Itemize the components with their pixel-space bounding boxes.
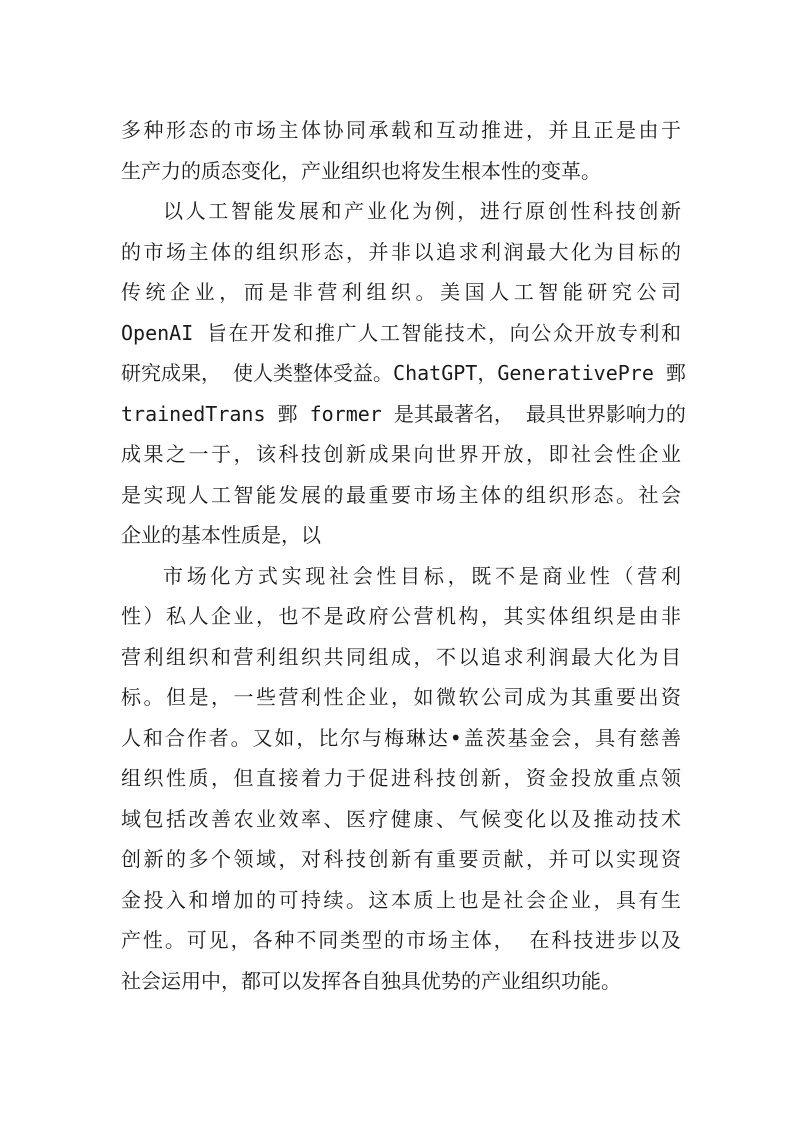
text-line: 组织性质，但直接着力于促进科技创新，资金投放重点领 — [121, 766, 681, 790]
text-line: 人和合作者。又如，比尔与梅琳达•盖茨基金会，具有慈善 — [121, 725, 681, 750]
text-line: OpenAI 旨在开发和推广人工智能技术，向公众开放专利和 — [121, 320, 681, 345]
text-line: 性）私人企业，也不是政府公营机构，其实体组织是由非 — [121, 604, 681, 628]
text-line: 多种形态的市场主体协同承载和互动推进，并且正是由于 — [121, 118, 681, 142]
text-line: 企业的基本性质是，以 — [121, 523, 321, 547]
paragraph-start-line: 市场化方式实现社会性目标，既不是商业性（营利 — [163, 563, 681, 588]
text-line: trainedTrans 鄄 former 是其最著名， 最具世界影响力的 — [121, 401, 686, 426]
text-line: 产性。可见，各种不同类型的市场主体， 在科技进步以及 — [121, 928, 681, 952]
text-line: 是实现人工智能发展的最重要市场主体的组织形态。社会 — [121, 482, 681, 507]
text-line: 的市场主体的组织形态，并非以追求利润最大化为目标的 — [121, 239, 681, 264]
text-line: 生产力的质态变化，产业组织也将发生根本性的变革。 — [121, 158, 601, 183]
text-line: 营利组织和营利组织共同组成，不以追求利润最大化为目 — [121, 644, 681, 669]
text-line: 金投入和增加的可持续。这本质上也是社会企业，具有生 — [121, 887, 681, 912]
text-line: 传统企业，而是非营利组织。美国人工智能研究公司 — [121, 280, 681, 304]
text-line: 标。但是，一些营利性企业，如微软公司成为其重要出资 — [121, 685, 681, 709]
paragraph-start-line: 以人工智能发展和产业化为例，进行原创性科技创新 — [163, 199, 681, 223]
text-line: 研究成果， 使人类整体受益。ChatGPT，GenerativePre 鄄 — [121, 361, 686, 385]
text-line: 成果之一于，该科技创新成果向世界开放，即社会性企业 — [121, 442, 681, 466]
text-line: 社会运用中，都可以发挥各自独具优势的产业组织功能。 — [121, 968, 621, 993]
text-line: 域包括改善农业效率、医疗健康、气候变化以及推动技术 — [121, 806, 681, 831]
body-text — [121, 110, 686, 1001]
text-line: 创新的多个领域，对科技创新有重要贡献，并可以实现资 — [121, 847, 681, 871]
